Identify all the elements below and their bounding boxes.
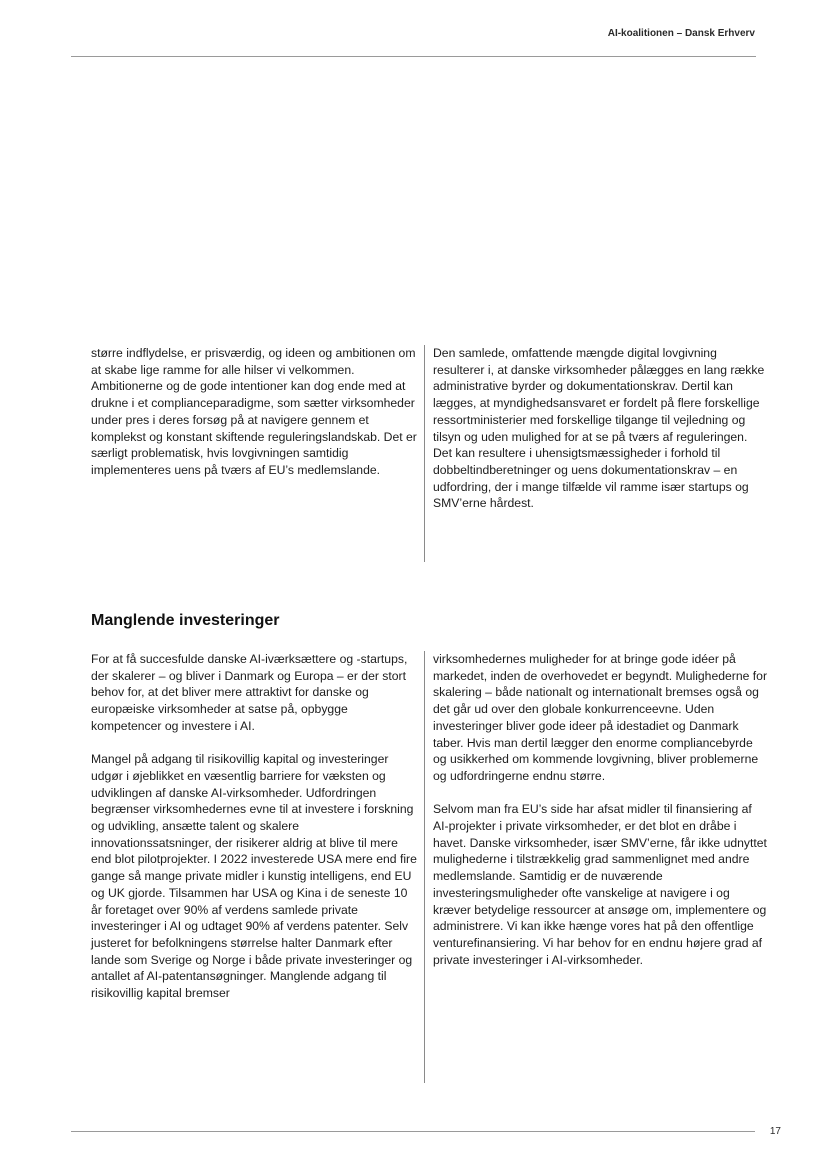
paragraph: virksomhedernes muligheder for at bringe gode idéer på markedet, inden de overhovedet er begyndt. Mulighederne for skalering – både nationalt og internationalt bremses også og det går ud over den globale konkurrenceevne. Uden investeringer bliver gode ideer på idestadiet og Danmark taber. Hvis man dertil lægger den enorme compliancebyrde og usikkerhed om kommende lovgivning, bliver problemerne og udfordringerne endnu større. [433,652,768,783]
section1-right-column [424,345,768,562]
header-divider [71,56,756,57]
running-header: AI-koalitionen – Dansk Erhverv [607,28,755,39]
page-number: 17 [769,1126,781,1137]
paragraph: større indflydelse, er prisværdig, og ideen og ambitionen om at skabe lige ramme for alle hilser vi velkommen. Ambitionerne og de gode intentioner kan dog ende med at drukne i et complianceparadigme, som sætter virksomheder under pres i deres forsøg på at navigere gennem et komplekst og konstant skiftende reguleringslandskab. Det er særligt problematisk, hvis lovgivningen samtidig implementeres uens på tværs af EU’s medlemslande. [91,346,417,477]
footer-divider [71,1131,755,1132]
paragraph: Den samlede, omfattende mængde digital lovgivning resulterer i, at danske virksomheder pålægges en lang række administrative byrder og dokumentationskrav. Dertil kan lægges, at myndighedsansvaret er fordelt på flere forskellige ressortministerier med forskellige tilgange til vejledning og tilsyn og uden mulighed for at se på tværs af reguleringen. Det kan resultere i uhensigtsmæssigheder i forhold til dobbeltindberetninger og uens dokumentationskrav – en udfordring, der i mange tilfælde vil ramme især startups og SMV’erne hårdest. [433,346,765,511]
section2-right-column [424,651,768,1083]
section1-left-column [91,345,421,479]
section-heading: Manglende investeringer [91,612,280,629]
paragraph: Selvom man fra EU’s side har afsat midler til finansiering af AI-projekter i private virksomheder, er det blot en dråbe i havet. Danske virksomheder, især SMV’erne, får ikke udnyttet mulighederne i tilstrækkelig grad sammenlignet med andre medlemslande. Samtidig er de nuværende investeringsmuligheder ofte vanskelige at navigere i og kræver betydelige ressourcer at ansøge om, implementere og administrere. Vi kan ikke hænge vores hat på den offentlige venturefinansiering. Vi har behov for en endnu højere grad af private investeringer i AI-virksomheder. [433,802,767,967]
section2-left-column [91,651,421,1002]
paragraph: Mangel på adgang til risikovillig kapital og investeringer udgør i øjeblikket en væsentlig barriere for væksten og udviklingen af danske AI-virksomheder. Udfordringen begrænser virksomhedernes evne til at investere i forskning og udvikling, ansætte talent og skalere innovationssatsninger, der risikerer aldrig at blive til mere end blot pilotprojekter. I 2022 investerede USA mere end fire gange så mange private midler i kunstig intelligens, end EU og UK gjorde. Tilsammen har USA og Kina i de seneste 10 år foretaget over 90% af verdens samlede private investeringer i AI og udtaget 90% af verdens patenter. Selv justeret for befolkningens størrelse halter Danmark efter lande som Sverige og Norge i både private investeringer og antallet af AI-patentansøgninger. Manglende adgang til risikovillig kapital bremser [91,752,417,1001]
paragraph: For at få succesfulde danske AI-iværksættere og -startups, der skalerer – og bliver i Danmark og Europa – er der stort behov for, at det bliver mere attraktivt for danske og europæiske virksomheder at satse på, opbygge kompetencer og investere i AI. [91,652,408,733]
